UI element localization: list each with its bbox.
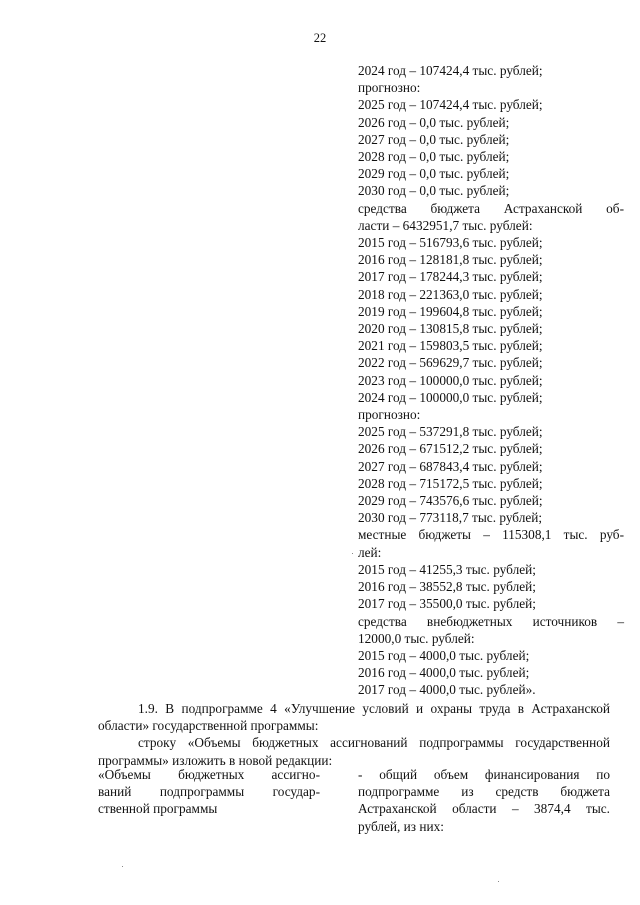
budget-line: 2023 год – 100000,0 тыс. рублей;: [358, 372, 543, 388]
budget-line: 2028 год – 715172,5 тыс. рублей;: [358, 475, 543, 491]
page-number: 22: [313, 31, 327, 45]
scan-speck: [352, 553, 353, 554]
budget-line: 2029 год – 0,0 тыс. рублей;: [358, 166, 510, 182]
budget-breakdown-column: [358, 62, 624, 699]
budget-line: 2016 год – 4000,0 тыс. рублей;: [358, 665, 530, 681]
table-right-cell: [358, 766, 610, 835]
scan-speck: [498, 881, 499, 882]
regional-budget-heading-cont: ласти – 6432951,7 тыс. рублей:: [358, 217, 533, 233]
table-left-cell: [98, 766, 320, 818]
budget-line: 2024 год – 100000,0 тыс. рублей;: [358, 389, 543, 405]
budget-line: 2017 год – 35500,0 тыс. рублей;: [358, 596, 536, 612]
budget-line: 2021 год – 159803,5 тыс. рублей;: [358, 338, 543, 354]
instruction-paragraph: строку «Объемы бюджетных ассигнований подпрограммы государственной программы» изложить в новой редакции:: [98, 735, 610, 768]
budget-line: 2022 год – 569629,7 тыс. рублей;: [358, 355, 543, 371]
budget-line: 2027 год – 687843,4 тыс. рублей;: [358, 458, 543, 474]
left-cell-line: ственной программы: [98, 801, 218, 817]
budget-line: прогнозно:: [358, 407, 421, 423]
right-cell-line: подпрограмме из средств бюджета: [358, 784, 610, 800]
budget-line: 2015 год – 516793,6 тыс. рублей;: [358, 235, 543, 251]
extrabudget-heading-cont: 12000,0 тыс. рублей:: [358, 630, 475, 646]
regional-budget-heading: средства бюджета Астраханской об-: [358, 200, 624, 216]
budget-line: 2026 год – 0,0 тыс. рублей;: [358, 114, 510, 130]
budget-line: 2028 год – 0,0 тыс. рублей;: [358, 149, 510, 165]
budget-line: 2017 год – 4000,0 тыс. рублей».: [358, 682, 536, 698]
budget-line: 2025 год – 107424,4 тыс. рублей;: [358, 97, 543, 113]
budget-line: 2018 год – 221363,0 тыс. рублей;: [358, 286, 543, 302]
budget-line: 2030 год – 0,0 тыс. рублей;: [358, 183, 510, 199]
local-budget-heading-cont: лей:: [358, 544, 382, 560]
left-cell-line: «Объемы бюджетных ассигно-: [98, 767, 320, 782]
budget-line: 2027 год – 0,0 тыс. рублей;: [358, 131, 510, 147]
budget-line: 2015 год – 4000,0 тыс. рублей;: [358, 647, 530, 663]
budget-line: 2020 год – 130815,8 тыс. рублей;: [358, 321, 543, 337]
section-paragraph: 1.9. В подпрограмме 4 «Улучшение условий и охраны труда в Астраханской области» государственной программы:: [98, 701, 610, 734]
right-cell-line: - общий объем финансирования по: [358, 767, 610, 782]
budget-line: 2017 год – 178244,3 тыс. рублей;: [358, 269, 543, 285]
right-cell-line: Астраханской области – 3874,4 тыс.: [358, 801, 610, 817]
local-budget-heading: местные бюджеты – 115308,1 тыс. руб-: [358, 527, 624, 543]
budget-line: 2026 год – 671512,2 тыс. рублей;: [358, 441, 543, 457]
budget-line: 2019 год – 199604,8 тыс. рублей;: [358, 303, 543, 319]
right-cell-line: рублей, из них:: [358, 818, 444, 834]
extrabudget-heading: средства внебюджетных источников –: [358, 613, 624, 629]
budget-line: 2030 год – 773118,7 тыс. рублей;: [358, 510, 543, 526]
budget-line: 2025 год – 537291,8 тыс. рублей;: [358, 424, 543, 440]
budget-line: 2016 год – 38552,8 тыс. рублей;: [358, 579, 536, 595]
budget-line: прогнозно:: [358, 80, 421, 96]
budget-line: 2024 год – 107424,4 тыс. рублей;: [358, 63, 543, 78]
budget-line: 2015 год – 41255,3 тыс. рублей;: [358, 561, 536, 577]
budget-line: 2029 год – 743576,6 тыс. рублей;: [358, 493, 543, 509]
budget-line: 2016 год – 128181,8 тыс. рублей;: [358, 252, 543, 268]
left-cell-line: ваний подпрограммы государ-: [98, 784, 320, 800]
body-text: [98, 700, 610, 769]
scan-speck: [122, 866, 123, 867]
